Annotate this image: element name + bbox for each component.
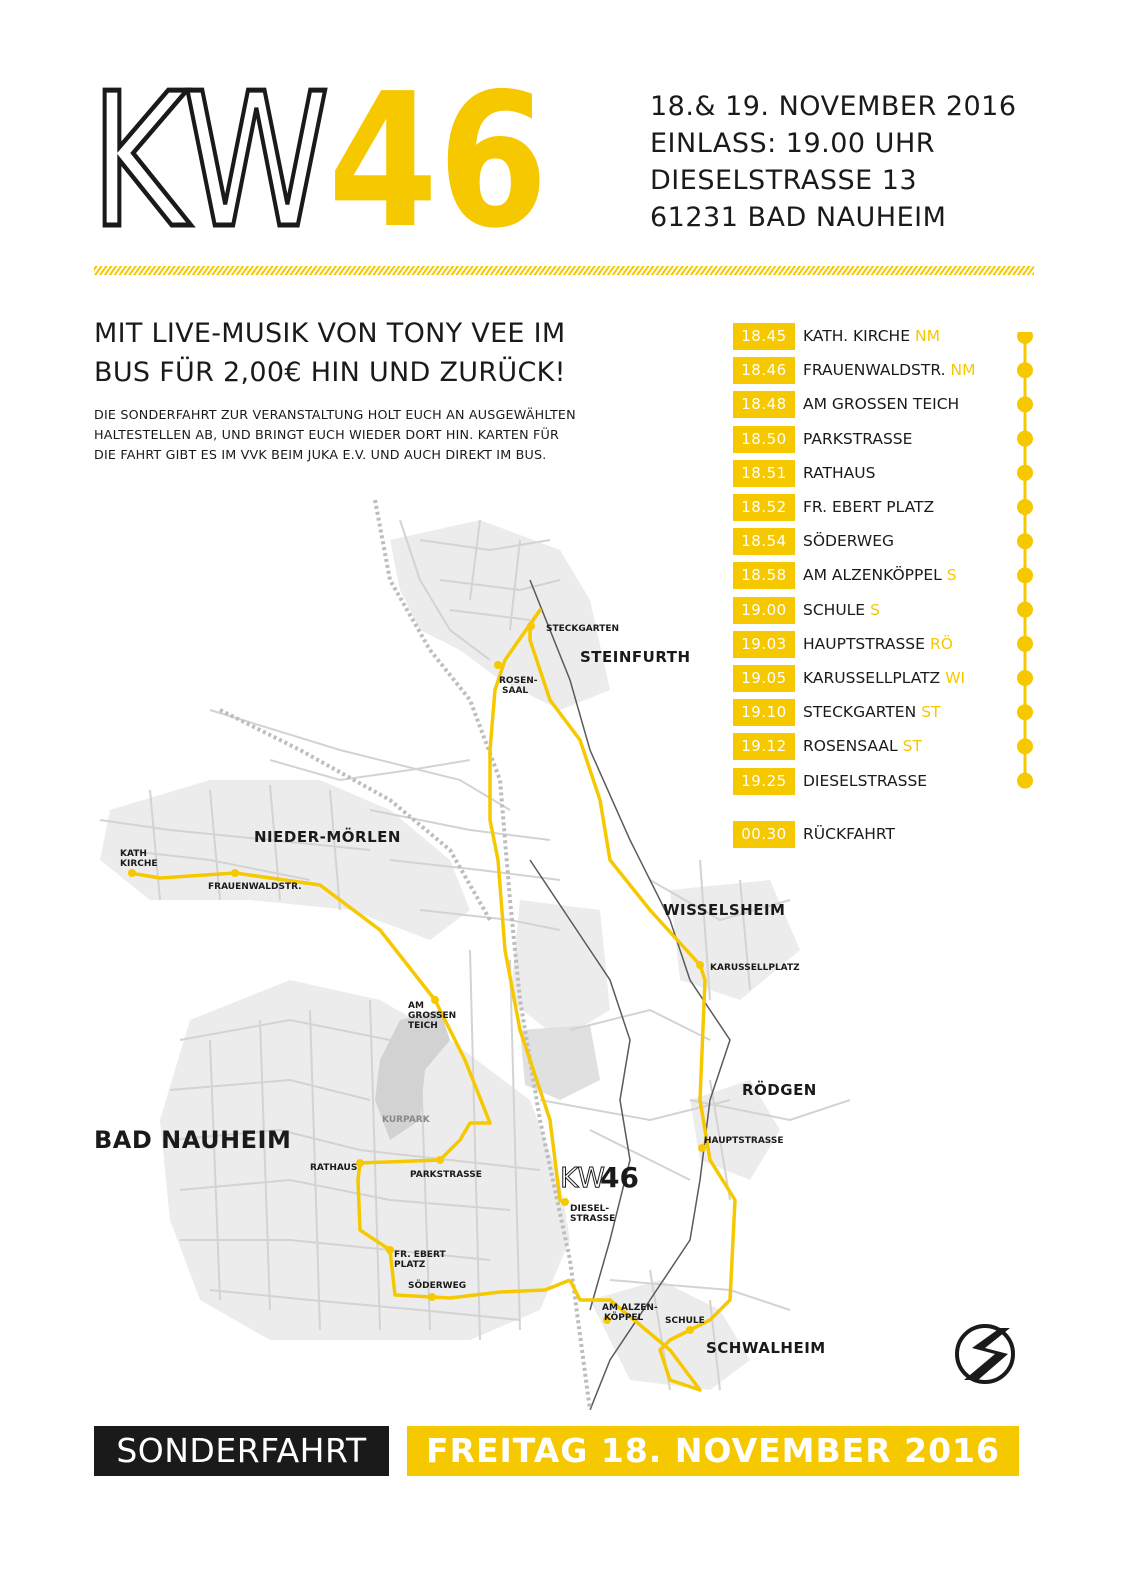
town-bad-nauheim: BAD NAUHEIM — [94, 1126, 292, 1154]
label-frauenwald: FRAUENWALDSTR. — [208, 882, 302, 892]
schedule-time: 19.03 — [733, 631, 795, 658]
schedule-stop-name: SCHULE — [803, 600, 866, 619]
schedule-time: 19.25 — [733, 768, 795, 795]
footer-sonderfahrt: SONDERFAHRT — [94, 1426, 389, 1476]
headline-line-2: BUS FÜR 2,00€ HIN UND ZURÜCK! — [94, 357, 566, 388]
schedule-stop-suffix: ST — [921, 703, 941, 722]
route-map — [90, 480, 1050, 1410]
label-steckgarten: STECKGARTEN — [546, 624, 620, 634]
label-rathaus: RATHAUS — [310, 1163, 358, 1173]
schedule-stop-name: RATHAUS — [803, 463, 876, 482]
event-city: 61231 BAD NAUHEIM — [650, 202, 947, 233]
label-rosensaal-2: SAAL — [502, 686, 529, 696]
schedule-stop-suffix: S — [946, 566, 957, 585]
map-areas — [100, 520, 800, 1390]
stop-dot-schule — [686, 1326, 694, 1334]
schedule-time: 19.10 — [733, 699, 795, 726]
label-kath-1: KATH — [120, 849, 147, 859]
schedule-stop-suffix: ST — [902, 737, 922, 756]
schedule-time: 19.05 — [733, 665, 795, 692]
label-hauptstrasse: HAUPTSTRASSE — [704, 1136, 784, 1146]
schedule-stop-name: FRAUENWALDSTR. — [803, 361, 946, 380]
stop-dot-steckgarten — [527, 622, 535, 630]
schedule-time: 18.50 — [733, 426, 795, 453]
label-schule: SCHULE — [665, 1316, 705, 1326]
town-nieder-moerlen: NIEDER-MÖRLEN — [254, 828, 401, 846]
label-teich-3: TEICH — [408, 1021, 438, 1031]
schedule-stop-name: AM GROSSEN TEICH — [803, 395, 960, 414]
event-entry: EINLASS: 19.00 UHR — [650, 128, 936, 159]
footer-date: FREITAG 18. NOVEMBER 2016 — [407, 1426, 1019, 1476]
schedule-stop — [803, 357, 975, 384]
return-time: 00.30 — [733, 821, 795, 848]
town-wisselsheim: WISSELSHEIM — [663, 901, 786, 919]
label-diesel-2: STRASSE — [570, 1214, 616, 1224]
schedule-stop-name: STECKGARTEN — [803, 703, 917, 722]
schedule-stop-suffix: WI — [945, 669, 966, 687]
stop-dot-kath-kirche — [128, 869, 136, 877]
schedule-time: 19.12 — [733, 733, 795, 760]
schedule-time: 18.48 — [733, 391, 795, 418]
label-rosensaal-1: ROSEN- — [499, 676, 538, 686]
schedule-stop-suffix: NM — [950, 361, 976, 380]
stylized-s-logo-icon — [950, 1318, 1020, 1390]
schedule-time: 18.46 — [733, 357, 795, 384]
label-soederweg: SÖDERWEG — [408, 1281, 467, 1291]
town-roedgen: RÖDGEN — [742, 1081, 817, 1099]
headline — [94, 314, 694, 392]
schedule-stop-name: AM ALZENKÖPPEL — [803, 566, 942, 585]
schedule-stop-suffix: NM — [915, 327, 940, 345]
schedule-time: 18.45 — [733, 323, 795, 350]
schedule-stop-name: SÖDERWEG — [803, 532, 895, 551]
intro-body — [94, 405, 654, 465]
timeline-dot — [1017, 396, 1033, 412]
stop-dot-grossen-teich — [431, 996, 439, 1004]
schedule-stop — [803, 426, 912, 453]
label-parkstrasse: PARKSTRASSE — [410, 1170, 482, 1180]
body-line-2: HALTESTELLEN AB, UND BRINGT EUCH WIEDER DORT HIN. KARTEN FÜR — [94, 427, 560, 442]
schedule-time: 18.52 — [733, 494, 795, 521]
schedule-stop-suffix: RÖ — [929, 634, 953, 653]
timeline-dot — [1017, 465, 1033, 481]
return-label: RÜCKFAHRT — [803, 824, 895, 843]
label-alzen-1: AM ALZEN- — [602, 1303, 658, 1313]
schedule-stop — [803, 323, 940, 350]
schedule-stop — [803, 391, 959, 418]
event-dates: 18.& 19. NOVEMBER 2016 — [650, 91, 1017, 122]
logo-prefix: KW — [90, 80, 330, 240]
schedule-stop-name: DIESELSTRASSE — [803, 771, 928, 790]
kw46-logo — [90, 80, 560, 240]
label-diesel-1: DIESEL- — [570, 1204, 610, 1214]
label-teich-2: GROSSEN — [408, 1011, 457, 1021]
schedule-stop-name: HAUPTSTRASSE — [803, 634, 925, 653]
headline-line-1: MIT LIVE-MUSIK VON TONY VEE IM — [94, 318, 566, 349]
label-teich-1: AM — [408, 1001, 424, 1011]
stop-dot-frauenwald — [231, 869, 239, 877]
label-karussell: KARUSSELLPLATZ — [710, 963, 800, 973]
event-info — [650, 88, 1090, 236]
schedule-time: 18.51 — [733, 460, 795, 487]
label-ebert-2: PLATZ — [394, 1260, 426, 1270]
event-street: DIESELSTRASSE 13 — [650, 165, 918, 196]
body-line-1: DIE SONDERFAHRT ZUR VERANSTALTUNG HOLT EUCH AN AUSGEWÄHLTEN — [94, 407, 576, 422]
schedule-time: 18.54 — [733, 528, 795, 555]
schedule-stop-name: FR. EBERT PLATZ — [803, 498, 935, 516]
stop-dot-rosensaal — [494, 661, 502, 669]
schedule-stop-suffix: S — [870, 600, 880, 619]
stop-dot-karussell — [696, 961, 704, 969]
schedule-stop-name: KATH. KIRCHE — [803, 327, 911, 345]
stop-dot-diesel — [561, 1198, 569, 1206]
schedule-stop-name: ROSENSAAL — [803, 737, 898, 756]
label-kath-2: KIRCHE — [120, 859, 158, 869]
schedule-stop-name: PARKSTRASSE — [803, 429, 913, 448]
timeline-dot — [1017, 431, 1033, 447]
logo-number: 46 — [328, 80, 548, 240]
park-kurpark: KURPARK — [382, 1115, 430, 1125]
schedule-time: 19.00 — [733, 597, 795, 624]
venue-marker-prefix: KW — [560, 1161, 606, 1194]
body-line-3: DIE FAHRT GIBT ES IM VVK BEIM JUKA E.V. UND AUCH DIREKT IM BUS. — [94, 447, 547, 462]
schedule-stop-name: KARUSSELLPLATZ — [803, 669, 941, 687]
stop-dot-parkstrasse — [436, 1156, 444, 1164]
town-steinfurth: STEINFURTH — [580, 648, 691, 666]
timeline-dot — [1017, 332, 1033, 344]
timeline-dot — [1017, 362, 1033, 378]
hatched-divider — [94, 266, 1034, 275]
label-ebert-1: FR. EBERT — [394, 1250, 446, 1260]
stop-dot-ebert — [386, 1246, 394, 1254]
town-schwalheim: SCHWALHEIM — [706, 1339, 826, 1357]
schedule-time: 18.58 — [733, 562, 795, 589]
stop-dot-soederweg — [428, 1293, 436, 1301]
venue-marker-number: 46 — [600, 1161, 639, 1194]
label-alzen-2: KÖPPEL — [604, 1313, 644, 1323]
